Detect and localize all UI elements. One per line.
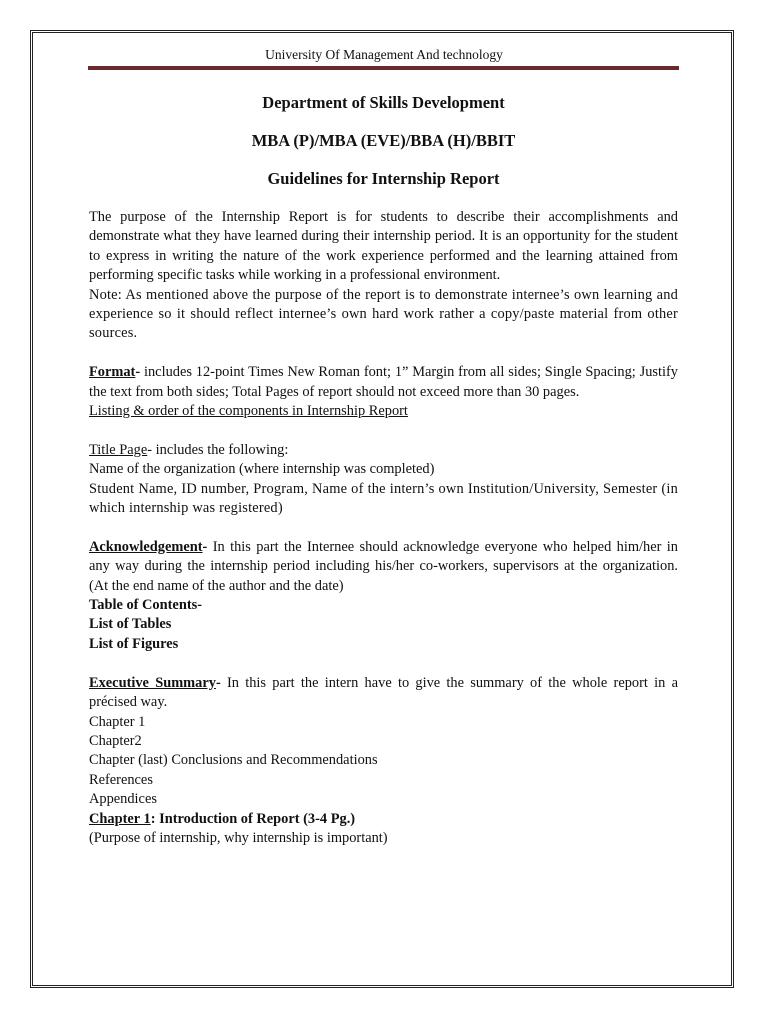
summary-item-last: Chapter (last) Conclusions and Recommendations (89, 752, 378, 769)
toc-heading: Table of Contents- (89, 597, 203, 614)
executive-summary-text: In this part the intern have to give the summary of the whole report in a précised way. (89, 674, 678, 711)
format-label: Format (89, 364, 136, 381)
title-page-label: Title Page (89, 441, 148, 458)
executive-summary-dash: - (215, 674, 221, 691)
acknowledgement-label: Acknowledgement (89, 538, 203, 555)
chapter1-label: Chapter 1 (89, 810, 151, 827)
document-body (89, 208, 678, 848)
chapter1-heading (89, 810, 678, 829)
summary-item-chapter2: Chapter2 (89, 732, 142, 749)
purpose-paragraph: The purpose of the Internship Report is for students to describe their accomplishments and demonstrate what they have learned during their internship period. It is an opportunity for the student to express in writing the nature of the work experience performed and the learning attained from performing specific tasks while working in a professional environment. (89, 209, 678, 284)
summary-item-chapter1: Chapter 1 (89, 713, 146, 730)
executive-summary-paragraph (89, 674, 678, 713)
title-page-line2: Student Name, ID number, Program, Name of the intern’s own Institution/University, Semester (in which internship was registered) (89, 480, 678, 517)
chapter1-title: : Introduction of Report (3-4 Pg.) (150, 810, 356, 827)
acknowledgement-text: In this part the Internee should acknowledge everyone who helped him/her in any way during the internship period including his/her co-workers, supervisors at the organization. (At the end name of the author and the date) (89, 538, 678, 594)
list-of-tables: List of Tables (89, 616, 172, 633)
note-paragraph: Note: As mentioned above the purpose of the report is to demonstrate internee’s own learning and experience so it should reflect internee’s own hard work rather a copy/paste material from other sources. (89, 286, 678, 342)
list-of-figures: List of Figures (89, 635, 179, 652)
title-page-text: - includes the following: (147, 441, 289, 458)
header-rule (88, 66, 679, 70)
acknowledgement-dash: - (202, 538, 208, 555)
executive-summary-label: Executive Summary (89, 674, 216, 691)
format-paragraph (89, 363, 678, 402)
title-page-line1: Name of the organization (where internship was completed) (89, 461, 435, 478)
title-block (88, 92, 679, 206)
header-university: University Of Management And technology (265, 47, 503, 62)
summary-item-appendices: Appendices (89, 791, 157, 808)
format-dash: - (135, 364, 141, 381)
title-page-heading (89, 441, 678, 460)
summary-item-references: References (89, 771, 153, 788)
listing-line (89, 402, 678, 421)
programs-title: MBA (P)/MBA (EVE)/BBA (H)/BBIT (251, 131, 516, 150)
department-title: Department of Skills Development (262, 93, 505, 112)
listing-text: Listing & order of the components in Internship Report (89, 403, 408, 420)
guidelines-title: Guidelines for Internship Report (267, 169, 500, 188)
chapter1-description: (Purpose of internship, why internship is important) (89, 829, 388, 846)
format-text: includes 12-point Times New Roman font; 1” Margin from all sides; Single Spacing; Justify the text from both sides; Total Pages of report should not exceed more than 30 pages. (89, 364, 678, 400)
acknowledgement-paragraph (89, 538, 678, 596)
